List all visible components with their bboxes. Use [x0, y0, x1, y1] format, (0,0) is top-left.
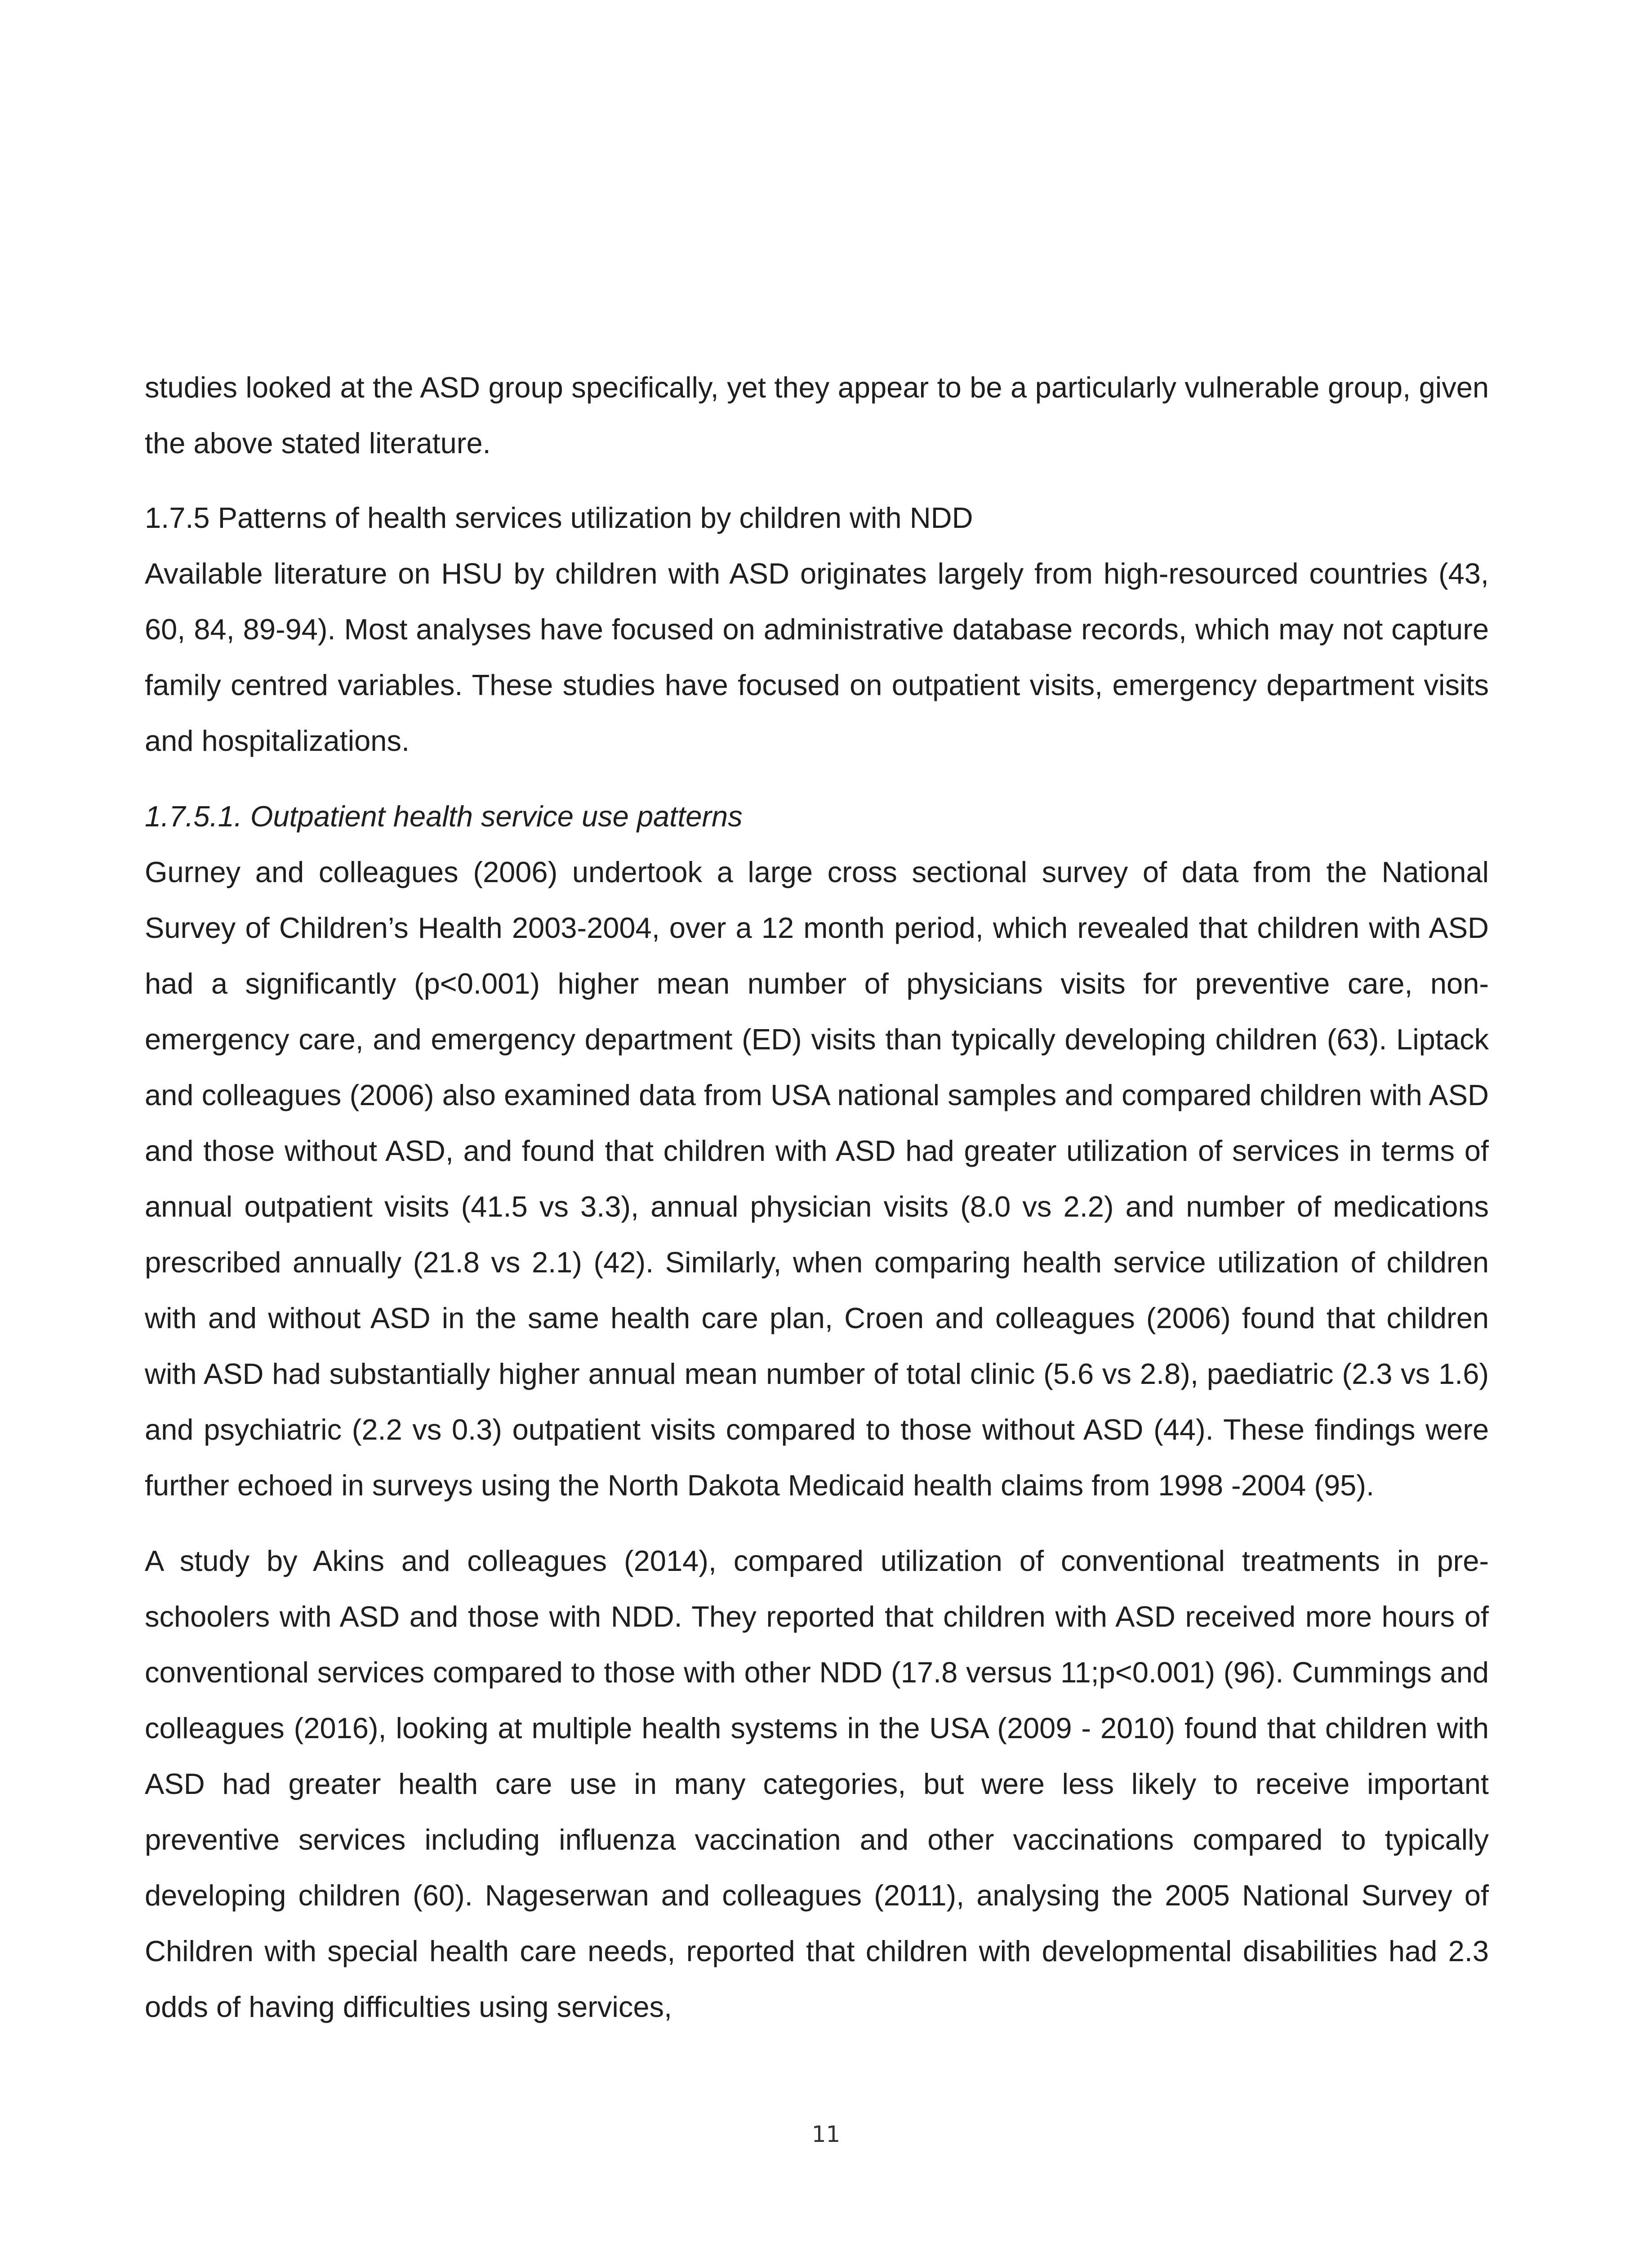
spacer: [145, 471, 1489, 490]
section-heading-1-7-5: 1.7.5 Patterns of health services utilization by children with NDD: [145, 501, 973, 534]
subsection-heading-1-7-5-1: 1.7.5.1. Outpatient health service use patterns: [145, 800, 743, 833]
paragraph-conventional-treatments: A study by Akins and colleagues (2014), compared utilization of conventional treatments in pre-schoolers with ASD and those with NDD. They reported that children with ASD received more hours of conventional services compared to those with other NDD (17.8 versus 11;p<0.001) (96). Cummings and colleagues (2016), looking at multiple health systems in the USA (2009 - 2010) found that children with ASD had greater health care use in many categories, but were less likely to receive important preventive services including influenza vaccination and other vaccinations compared to typically developing children (60). Nageserwan and colleagues (2011), analysing the 2005 National Survey of Children with special health care needs, reported that children with developmental disabilities had 2.3 odds of having difficulties using services,: [145, 1544, 1489, 2023]
paragraph-continuation: studies looked at the ASD group specifically, yet they appear to be a particularly vulnerable group, given the above stated literature.: [145, 371, 1489, 459]
spacer: [145, 1513, 1489, 1533]
paragraph-hsu-literature: Available literature on HSU by children with ASD originates largely from high-resourced countries (43, 60, 84, 89-94). Most analyses have focused on administrative database records, which may not capture family centred variables. These studies have focused on outpatient visits, emergency department visits and hospitalizations.: [145, 557, 1489, 757]
paragraph-outpatient-patterns: Gurney and colleagues (2006) undertook a large cross sectional survey of data from the National Survey of Children’s Health 2003-2004, over a 12 month period, which revealed that children with ASD had a significantly (p<0.001) higher mean number of physicians visits for preventive care, non-emergency care, and emergency department (ED) visits than typically developing children (63). Liptack and colleagues (2006) also examined data from USA national samples and compared children with ASD and those without ASD, and found that children with ASD had greater utilization of services in terms of annual outpatient visits (41.5 vs 3.3), annual physician visits (8.0 vs 2.2) and number of medications prescribed annually (21.8 vs 2.1) (42). Similarly, when comparing health service utilization of children with and without ASD in the same health care plan, Croen and colleagues (2006) found that children with ASD had substantially higher annual mean number of total clinic (5.6 vs 2.8), paediatric (2.3 vs 1.6) and psychiatric (2.2 vs 0.3) outpatient visits compared to those without ASD (44). These findings were further echoed in surveys using the North Dakota Medicaid health claims from 1998 -2004 (95).: [145, 856, 1489, 1502]
spacer: [145, 769, 1489, 789]
page-body: [145, 360, 1489, 2035]
page-number: 11: [811, 2121, 841, 2147]
